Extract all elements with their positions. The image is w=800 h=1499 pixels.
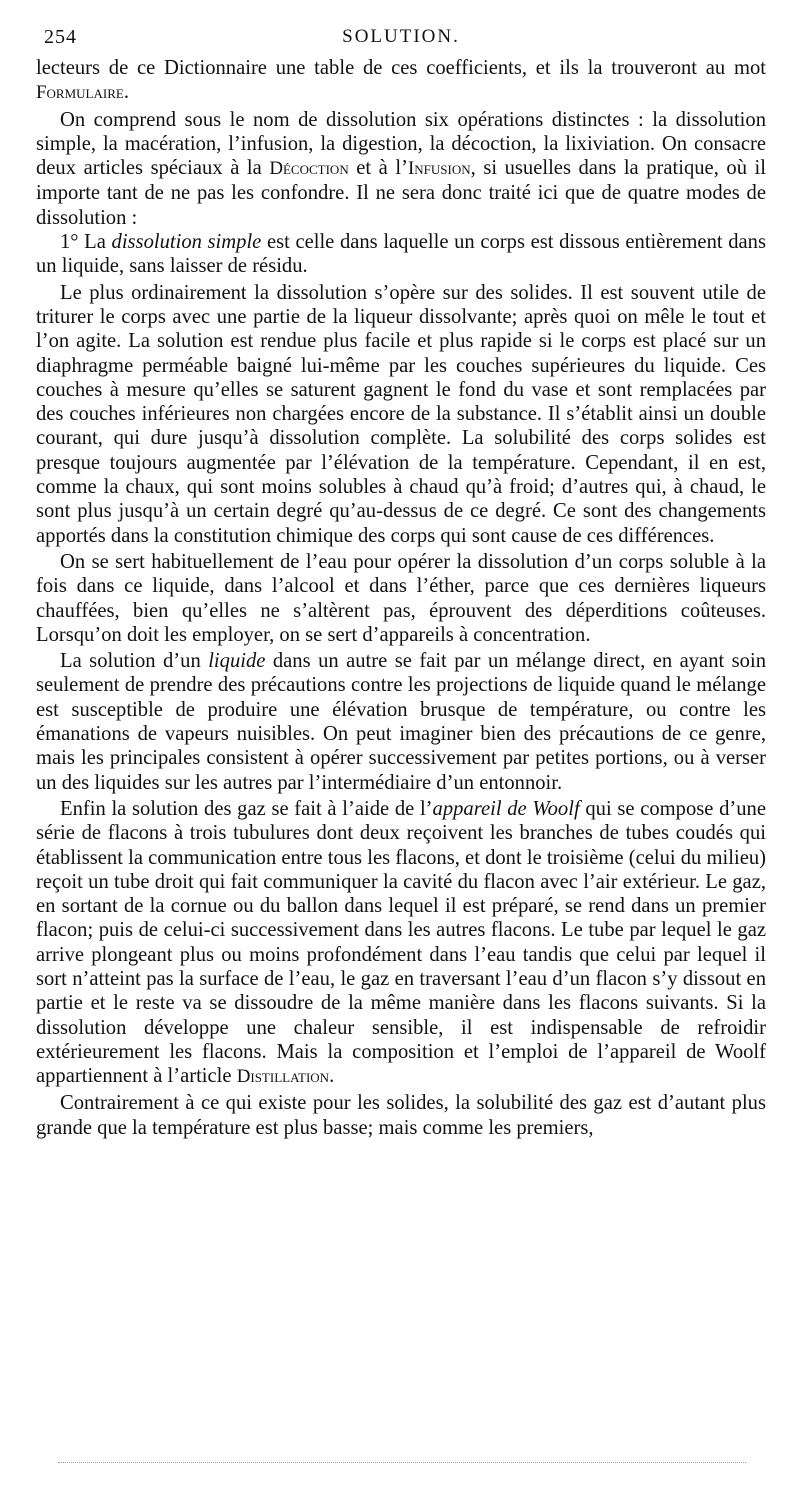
page-number: 254 <box>44 26 77 48</box>
text-run: 1° La <box>60 231 112 254</box>
paragraph <box>36 108 766 230</box>
italic-term: appareil de Woolf <box>432 797 580 820</box>
running-head: SOLUTION. <box>342 26 460 47</box>
text-run: Enfin la solution des gaz se fait à l’aide de l’ <box>60 797 433 820</box>
text-run: dans un autre se fait par un mélange direct, en ayant soin seulement de prendre des précautions contre les projections de liquide quand le mélange est susceptible de produire une élévation brusque de température, ou contre les émanations de vapeurs nuisibles. On peut imaginer bien des précautions de ce genre, mais les principales consistent à opérer successivement par petites portions, ou à verser un des liquides sur les autres par l’intermédiaire d’un entonnoir. <box>36 650 766 794</box>
text-run: . <box>123 81 129 104</box>
cross-reference: Formulaire <box>36 82 124 104</box>
cross-reference: Distillation <box>236 1066 330 1088</box>
text-run: . <box>329 1065 335 1088</box>
text-run: qui se compose d’une série de flacons à trois tubulures dont deux reçoivent les branches de tubes coudés qui établissent la communication entre tous les flacons, et dont le troisième (celui du milieu) reçoit un tube droit qui fait communiquer la cavité du flacon avec l’air extérieur. Le gaz, en sortant de la cornue ou du ballon dans lequel il est préparé, se rend dans un premier flacon; puis de celui-ci successivement dans les autres flacons. Le tube par lequel le gaz arrive plongeant plus ou moins profondément dans l’eau tandis que celui par lequel il sort n’atteint pas la surface de l’eau, le gaz en traversant l’eau d’un flacon s’y dissout en partie et le reste va se dissoudre de la même manière dans les flacons suivants. Si la dissolution développe une chaleur sensible, il est indispensable de refroidir extérieurement les flacons. Mais la composition et l’emploi de l’appareil de Woolf appartiennent à l’article <box>36 797 766 1088</box>
cross-reference: Décoction <box>269 158 349 180</box>
italic-term: dissolution simple <box>111 231 262 254</box>
text-run: On comprend sous le nom de dissolution six opérations distinctes : la dissolution simple, la macération, l’infusion, la digestion, la décoction, la lixiviation. On consacre deux articles spéciaux à la <box>36 108 766 180</box>
text-run: lecteurs de ce Dictionnaire une table de ces coefficients, et ils la trouveront au mot <box>36 57 766 79</box>
paragraph: Contrairement à ce qui existe pour les solides, la solubilité des gaz est d’autant plus grande que la température est plus basse; mais comme les premiers, <box>36 1092 766 1139</box>
text-run: La solution d’un <box>60 650 209 673</box>
paragraph <box>36 797 766 1090</box>
text-run: et à l’ <box>348 157 408 180</box>
page <box>36 26 766 1140</box>
body-text <box>36 56 766 1140</box>
paragraph: On se sert habituellement de l’eau pour opérer la dissolution d’un corps soluble à la fois dans ce liquide, dans l’alcool et dans l’éther, parce que ces dernières liqueurs chauffées, bien qu’elles ne s’altèrent pas, éprouvent des déperditions coûteuses. Lorsqu’on doit les employer, on se sert d’appareils à concentration. <box>36 550 766 646</box>
text-run: , si usuelles dans la pratique, où il importe tant de ne pas les confondre. Il ne sera donc traité ici que de quatre modes de dissolution : <box>36 157 766 229</box>
paragraph-continuation <box>36 56 766 106</box>
italic-term: liquide <box>208 650 266 673</box>
footer-dotted-rule <box>58 1462 746 1463</box>
paragraph <box>36 649 766 795</box>
paragraph <box>36 230 766 279</box>
text-run: est celle dans laquelle un corps est dissous entièrement dans un liquide, sans laisser de résidu. <box>36 231 766 278</box>
cross-reference: Infusion <box>407 158 471 180</box>
page-header <box>36 26 766 56</box>
paragraph: Le plus ordinairement la dissolution s’opère sur des solides. Il est souvent utile de triturer le corps avec une partie de la liqueur dissolvante; après quoi on mêle le tout et l’on agite. La solution est rendue plus facile et plus rapide si le corps est placé sur un diaphragme perméable baigné lui-même par les couches supérieures du liquide. Ces couches à mesure qu’elles se saturent gagnent le fond du vase et sont remplacées par des couches inférieures non chargées encore de la substance. Il s’établit ainsi un double courant, qui dure jusqu’à dissolution complète. La solubilité des corps solides est presque toujours augmentée par l’élévation de la température. Cependant, il en est, comme la chaux, qui sont moins solubles à chaud qu’à froid; d’autres qui, à chaud, le sont plus jusqu’à un certain degré qu’au-dessus de ce degré. Ce sont des changements apportés dans la constitution chimique des corps qui sont cause de ces différences. <box>36 281 766 547</box>
